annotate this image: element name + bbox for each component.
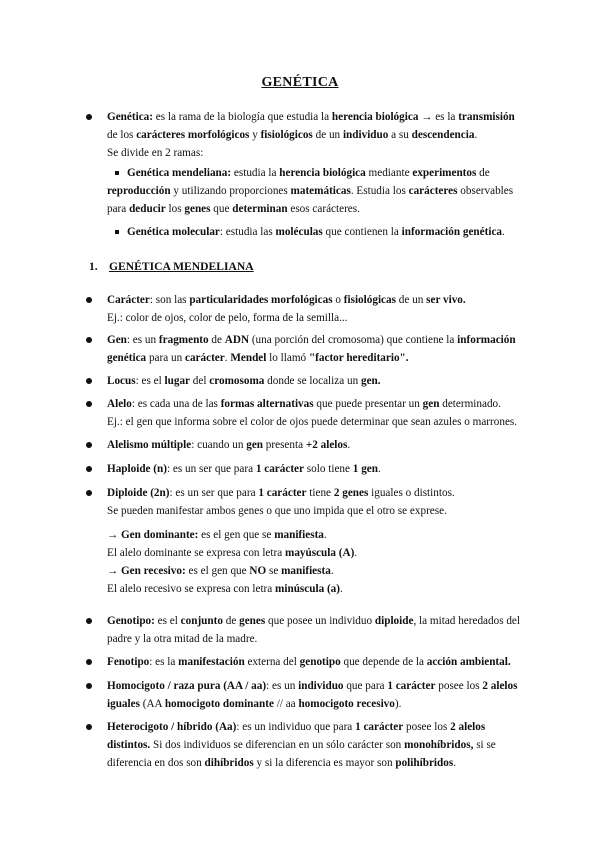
bullet-dot — [86, 724, 92, 730]
definition-gen: Gen: es un fragmento de ADN (una porción del cromosoma) que contiene la información genética para un carácter. Mendel lo llamó "factor hereditario". — [107, 334, 516, 364]
definition-mendeliana: Genética mendeliana: estudia la herencia biológica mediante experimentos de reproducción y utilizando proporciones matemáticas. Estudia los carácteres observables para deducir los genes que determinan esos carácteres. — [107, 167, 514, 215]
example-line: Ej.: el gen que informa sobre el color de ojos puede determinar que sean azules o marrones. — [107, 416, 518, 428]
bullet-dot — [86, 442, 92, 448]
bullet-dot — [86, 466, 92, 472]
definition-genotipo: Genotipo: es el conjunto de genes que posee un individuo diploide, la mitad heredados del padre y la otra mitad de la madre. — [107, 615, 521, 645]
section-heading — [89, 258, 254, 276]
definition-caracter: Carácter: son las particularidades morfológicas o fisiológicas de un ser vivo. Ej.: color de ojos, color de pelo, forma de la semilla... — [107, 291, 527, 327]
gen-dominante: → Gen dominante: es el gen que se manifiesta. El alelo dominante se expresa con letra mayúscula (A). — [107, 529, 358, 559]
arrow-right-icon: → — [107, 529, 121, 541]
bullet-dot — [86, 401, 92, 407]
definition-alelo: Alelo: es cada una de las formas alternativas que puede presentar un gen determinado. Ej.: el gen que informa sobre el color de ojos puede determinar que sean azules o marrones. — [107, 395, 537, 431]
bullet-dot — [86, 618, 92, 624]
bullet-dot — [86, 297, 92, 303]
definition-locus: Locus: es el lugar del cromosoma donde se localiza un gen. — [107, 375, 381, 387]
definition-alelismo: Alelismo múltiple: cuando un gen presenta +2 alelos. — [107, 439, 351, 451]
divide-note: Se divide en 2 ramas: — [107, 147, 204, 159]
definition-homocigoto: Homocigoto / raza pura (AA / aa): es un individuo que para 1 carácter posee los 2 alelos iguales (AA homocigoto dominante // aa homocigoto recesivo). — [107, 680, 518, 710]
section-number: 1. — [89, 260, 98, 273]
bullet-dot — [86, 683, 92, 689]
gen-recesivo: → Gen recesivo: es el gen que NO se manifiesta. El alelo recesivo se expresa con letra minúscula (a). — [107, 565, 343, 595]
bullet-dot — [86, 659, 92, 665]
page-title: GENÉTICA — [261, 75, 339, 90]
definition-genetica: Genética: es la rama de la biología que estudia la herencia biológica → es la transmisión de los carácteres morfológicos y fisiológicos de un individuo a su descendencia. Se divide en 2 ramas: — [107, 108, 527, 162]
bullet-dot — [86, 490, 92, 496]
definition-diploide: Diploide (2n): es un ser que para 1 carácter tiene 2 genes iguales o distintos. Se pueden manifestar ambos genes o que uno impida que el otro se exprese. — [107, 484, 527, 520]
definition-haploide: Haploide (n): es un ser que para 1 carácter solo tiene 1 gen. — [107, 463, 381, 475]
bullet-dot — [86, 114, 92, 120]
bullet-dot — [86, 378, 92, 384]
bullet-dot — [86, 337, 92, 343]
diploide-note: Se pueden manifestar ambos genes o que uno impida que el otro se exprese. — [107, 505, 447, 517]
section-label: GENÉTICA MENDELIANA — [109, 260, 254, 273]
definition-molecular: Genética molecular: estudia las moléculas que contienen la información genética. — [127, 226, 505, 238]
definition-fenotipo: Fenotipo: es la manifestación externa del genotipo que depende de la acción ambiental. — [107, 656, 511, 668]
arrow-right-icon: → — [107, 565, 121, 577]
example-line: Ej.: color de ojos, color de pelo, forma de la semilla... — [107, 312, 348, 324]
definition-heterocigoto: Heterocigoto / híbrido (Aa): es un individuo que para 1 carácter posee los 2 alelos distintos. Si dos individuos se diferencian en un sólo carácter son monohíbridos, si se diferencia en dos son dihíbridos y si la diferencia es mayor son polihíbridos. — [107, 721, 496, 769]
